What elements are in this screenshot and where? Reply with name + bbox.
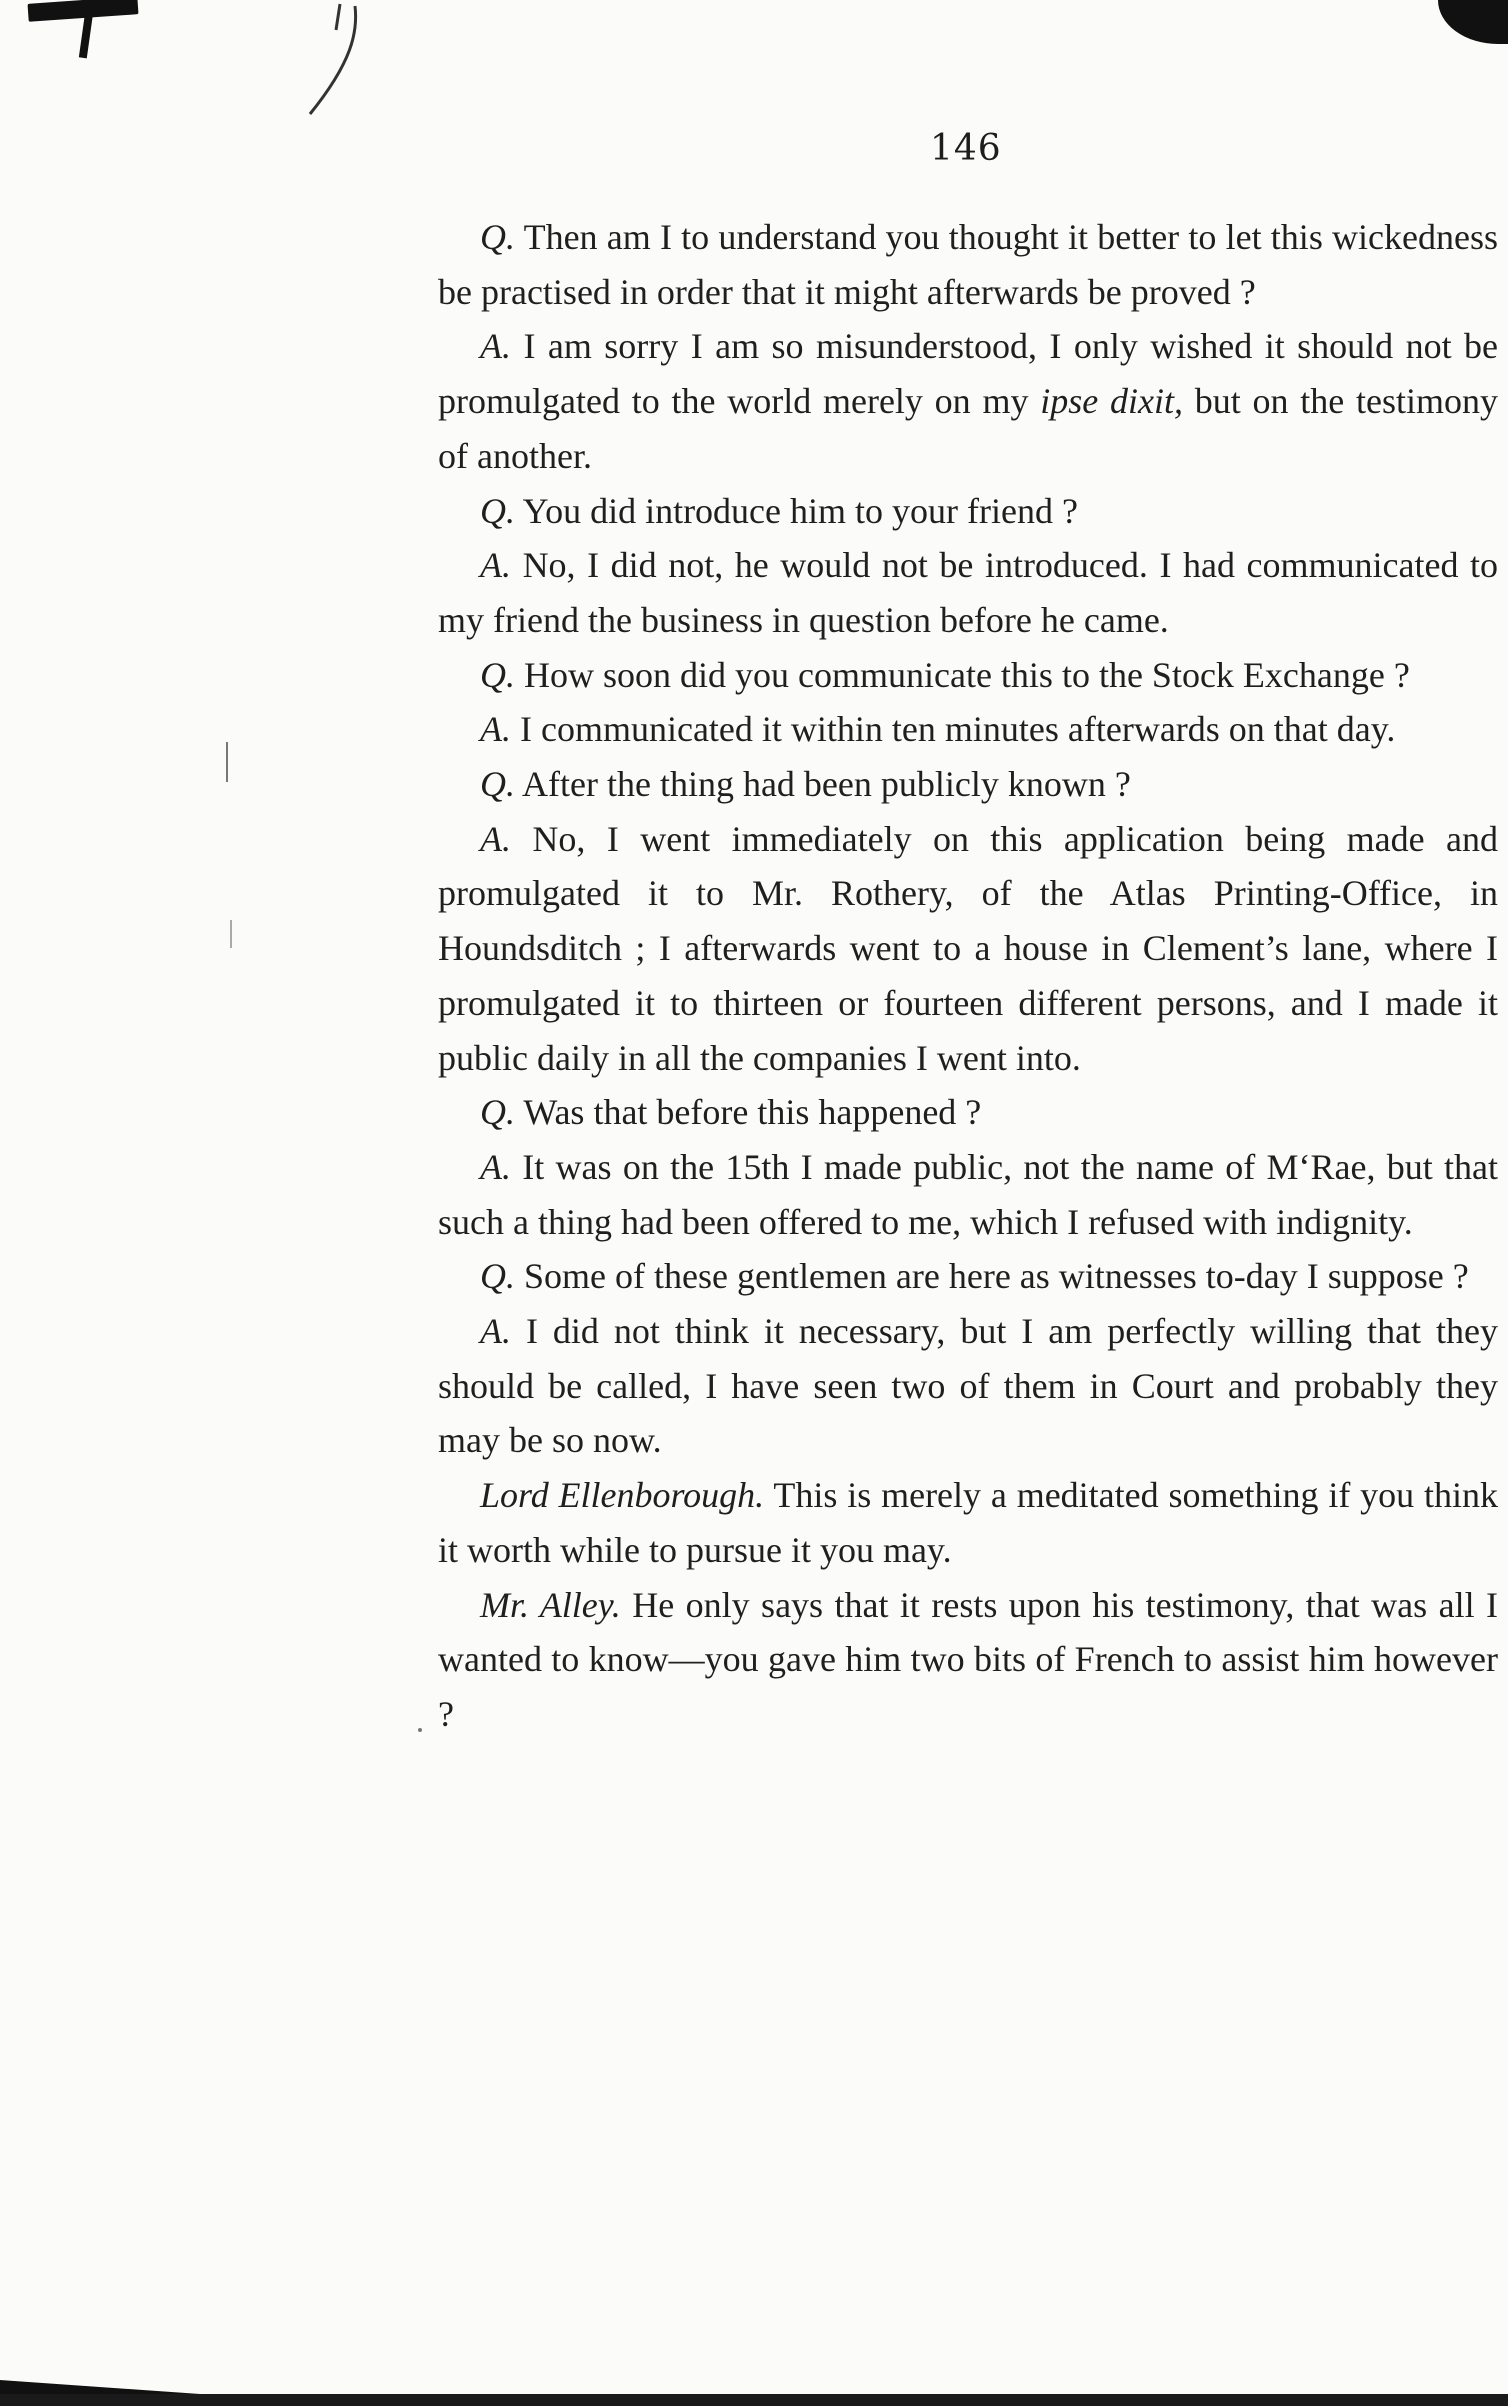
paragraph: [438, 1304, 1498, 1468]
paragraph: [438, 1578, 1498, 1742]
paragraph-text: Was that before this happened ?: [523, 1092, 982, 1133]
speaker-label: A.: [480, 818, 511, 859]
paragraph: [438, 757, 1498, 812]
paragraph-text: I did not think it necessary, but I am perfectly willing that they should be called, I have seen two of them in Court and probably they may be so now.: [438, 1311, 1498, 1461]
paragraph: [438, 538, 1498, 647]
paragraph: [438, 1140, 1498, 1249]
speaker-label: A.: [480, 545, 511, 586]
scan-edge-mark: [79, 12, 93, 59]
paragraph-text: It was on the 15th I made public, not the name of M‘Rae, but that such a thing had been offered to me, which I refused with indignity.: [438, 1146, 1498, 1242]
page-number: 146: [930, 128, 1002, 169]
testimony-text: [438, 210, 1498, 1742]
scan-speck: [230, 920, 232, 948]
paragraph-text: After the thing had been publicly known ?: [522, 764, 1131, 805]
paragraph-text: Some of these gentlemen are here as witnesses to-day I suppose ?: [524, 1256, 1469, 1297]
paragraph: [438, 319, 1498, 483]
scan-speck: [418, 1728, 422, 1732]
speaker-label: Q.: [480, 1092, 515, 1133]
paragraph-text: You did introduce him to your friend ?: [522, 490, 1078, 531]
speaker-label: Q.: [480, 217, 515, 257]
paragraph: [438, 812, 1498, 1086]
speaker-label: Q.: [480, 764, 515, 805]
speaker-label: Lord Ellenborough.: [480, 1475, 765, 1516]
paragraph-text: No, I went immediately on this application being made and promulgated it to Mr. Rothery, of the Atlas Printing-Office, in Houndsditch ; I afterwards went to a house in Clement’s lane, where I promulgated it to thirteen or fourteen different persons, and I made it public daily in all the companies I went into.: [438, 818, 1498, 1078]
paragraph: [438, 1085, 1498, 1140]
speaker-label: Mr. Alley.: [480, 1584, 621, 1625]
scan-edge-mark: [28, 0, 139, 22]
paragraph: [438, 1249, 1498, 1304]
paragraph-text: I communicated it within ten minutes afterwards on that day.: [520, 709, 1396, 750]
paragraph: [438, 210, 1498, 319]
paragraph-text: How soon did you communicate this to the Stock Exchange ?: [524, 654, 1410, 695]
paragraph: [438, 1468, 1498, 1577]
paragraph: [438, 648, 1498, 703]
speaker-label: Q.: [480, 654, 515, 695]
speaker-label: A.: [480, 326, 511, 367]
speaker-label: A.: [480, 1311, 511, 1352]
scan-speck: [226, 742, 228, 782]
speaker-label: Q.: [480, 1256, 515, 1297]
paragraph-text: This is merely a meditated something if you think it worth while to pursue it you may.: [438, 1475, 1499, 1570]
paragraph-text: I am sorry I am so misunderstood, I only wished it should not be promulgated to the world merely on my: [438, 326, 1498, 422]
scan-edge-mark: [0, 2394, 1508, 2406]
speaker-label: Q.: [480, 490, 515, 531]
pencil-stroke: [300, 2, 380, 122]
paragraph-text: He only says that it rests upon his testimony, that was all I wanted to know—you gave him two bits of French to assist him however ?: [438, 1584, 1499, 1734]
speaker-label: A.: [480, 1146, 511, 1187]
paragraph-text: but on the testimony of another.: [438, 381, 1499, 476]
scan-edge-mark: [1438, 0, 1508, 44]
paragraph-text: No, I did not, he would not be introduced. I had communicated to my friend the business in question before he came.: [438, 545, 1499, 640]
paragraph: [438, 484, 1498, 539]
speaker-label: A.: [480, 709, 511, 750]
latin-phrase: ipse dixit,: [1040, 381, 1183, 422]
paragraph: [438, 702, 1498, 757]
paragraph-text: Then am I to understand you thought it better to let this wickedness be practised in order that it might afterwards be proved ?: [438, 217, 1498, 312]
